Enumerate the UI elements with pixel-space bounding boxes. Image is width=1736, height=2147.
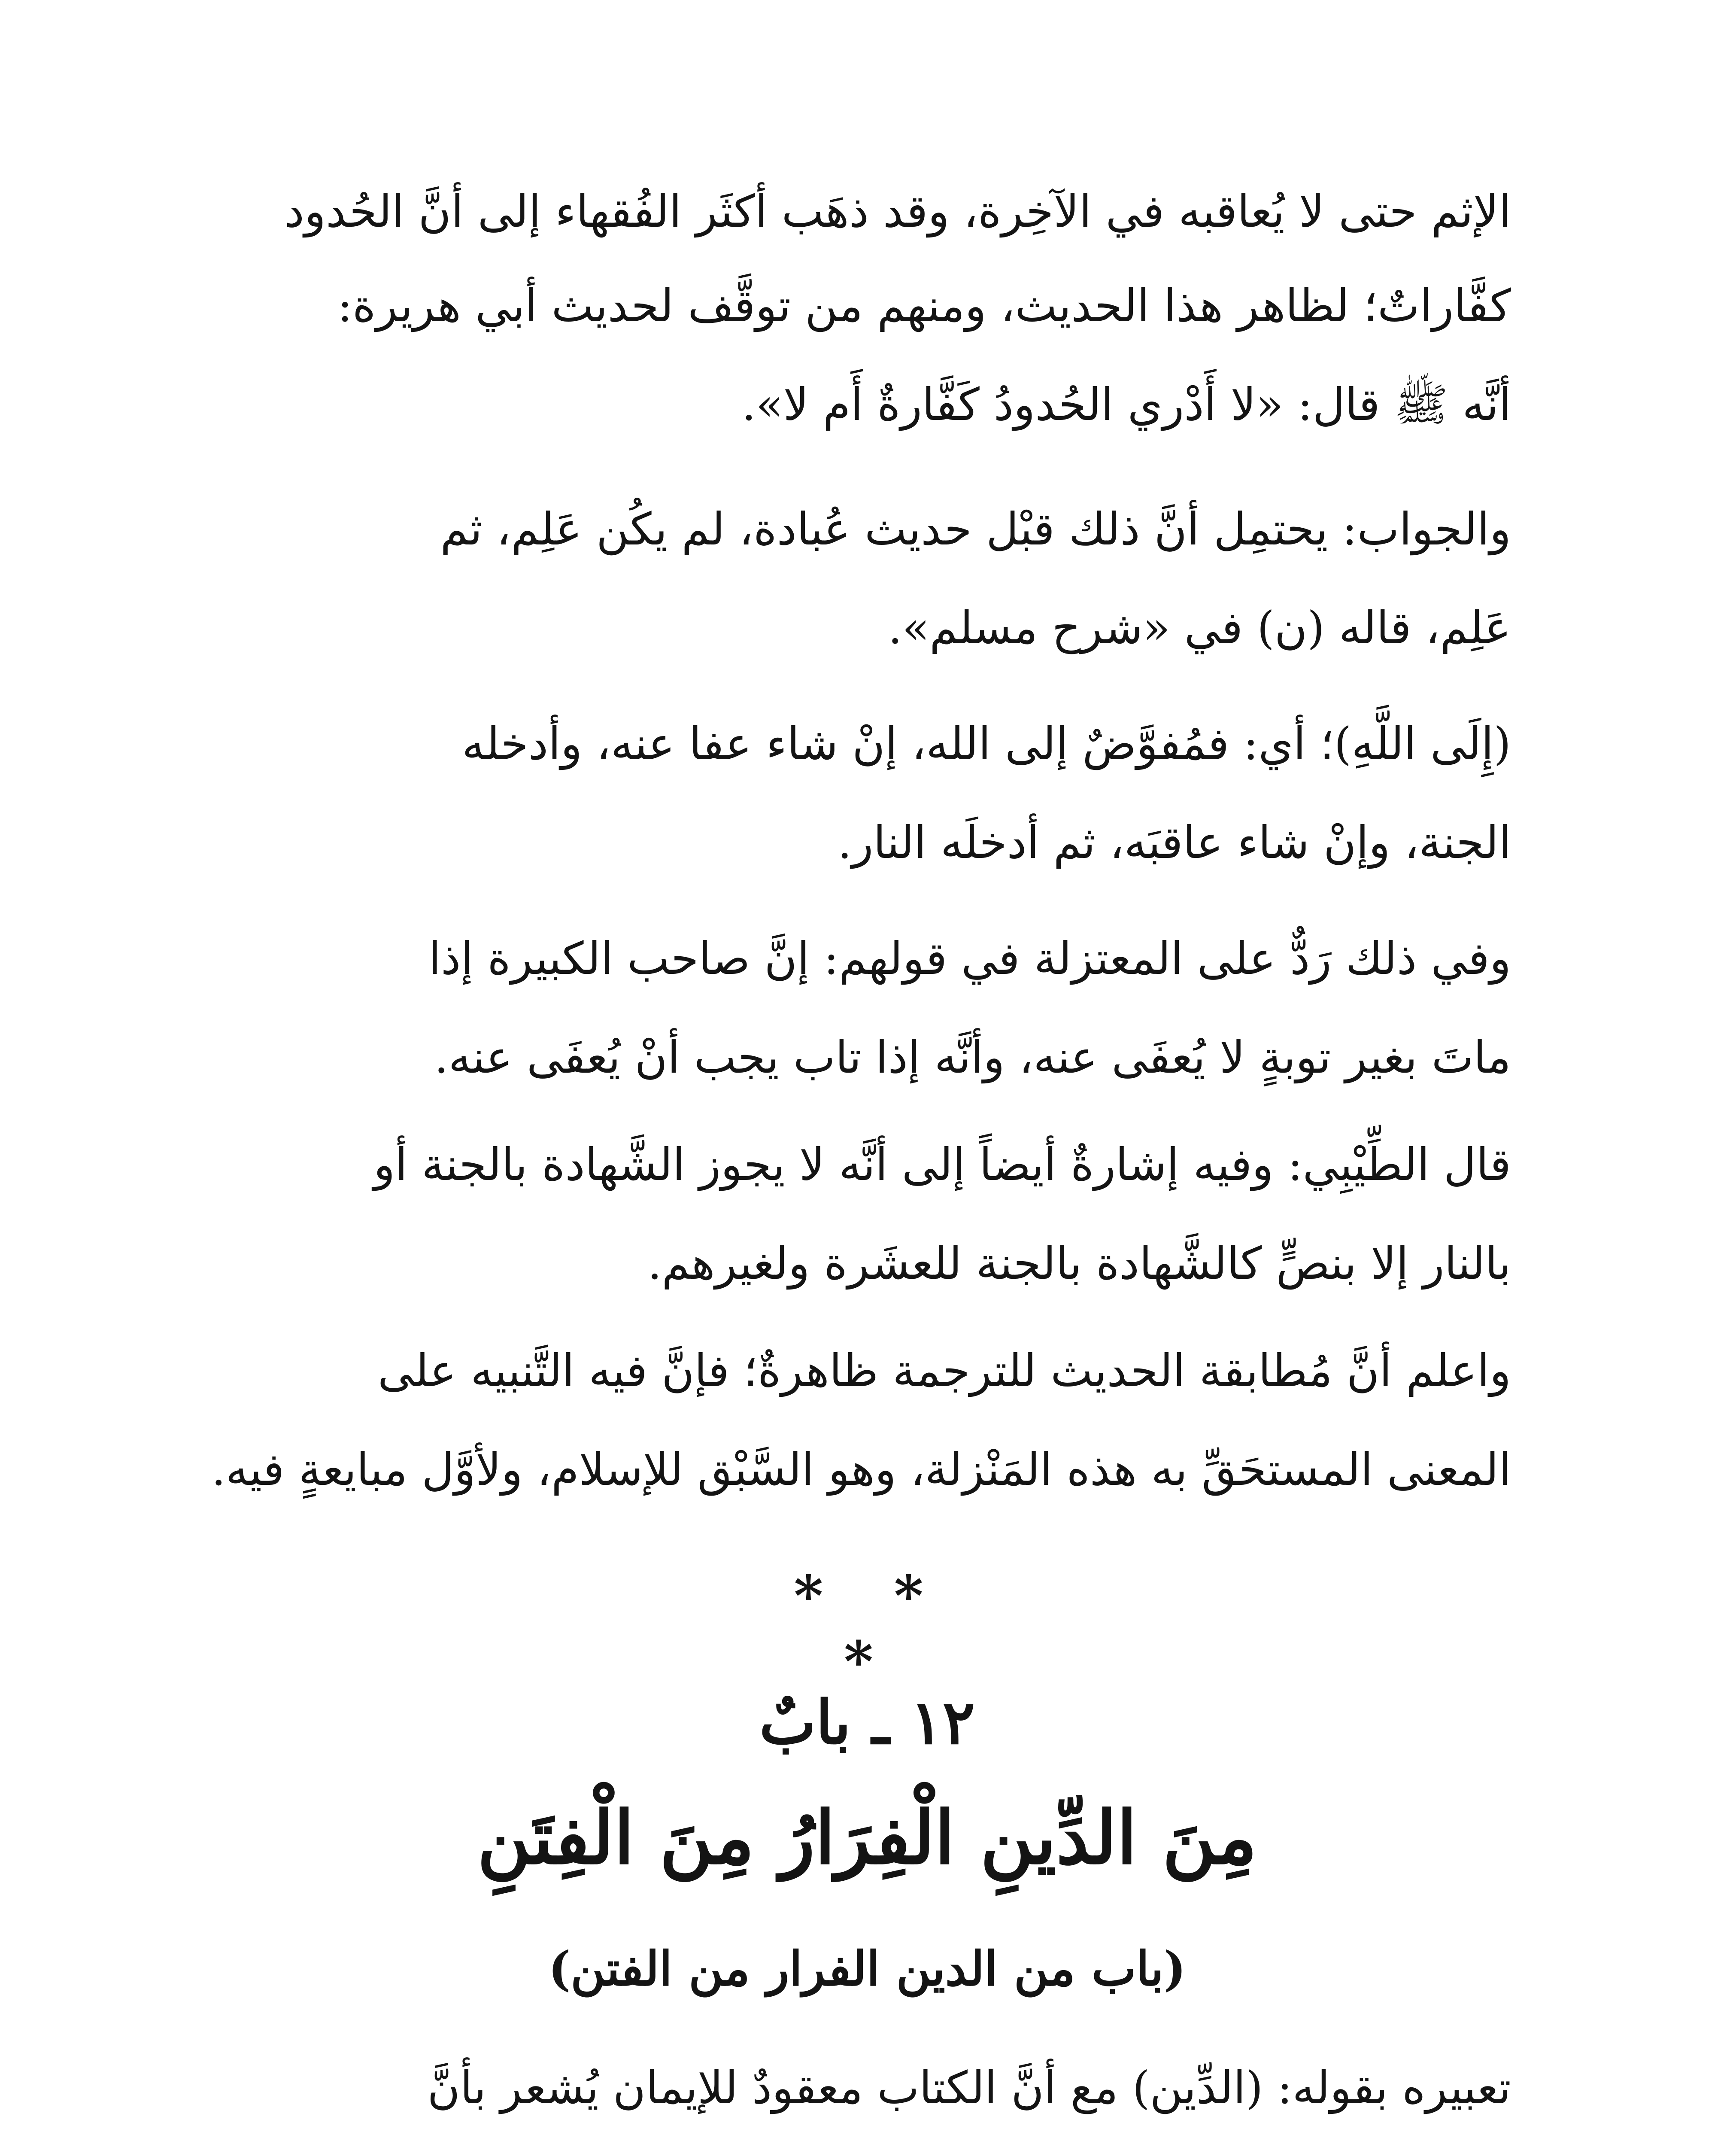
chapter-title: مِنَ الدِّينِ الْفِرَارُ مِنَ الْفِتَنِ [477,1795,1257,1881]
text-line: أنَّه ﷺ قال: «لا أَدْري الحُدودُ كَفَّارةٌ أَم لا». [741,378,1511,431]
paragraph-1 [240,185,1511,455]
paragraph-4 [240,932,1511,1116]
paragraph-2 [240,503,1511,687]
text-line: والجواب: يحتمِل أنَّ ذلك قبْل حديث عُبادة، لم يكُن عَلِم، ثم [440,503,1511,555]
paragraph-3 [240,718,1511,902]
text-line: وفي ذلك رَدٌّ على المعتزلة في قولهم: إنَّ صاحب الكبيرة إذا [428,932,1511,985]
text-line: قال الطِّيْبِي: وفيه إشارةٌ أيضاً إلى أنَّه لا يجوز الشَّهادة بالجنة أو [373,1138,1511,1191]
text-line: الجنة، وإنْ شاء عاقبَه، ثم أدخلَه النار. [838,816,1511,869]
paragraph-5 [240,1138,1511,1323]
text-line: كفَّاراتٌ؛ لظاهر هذا الحديث، ومنهم من توقَّف لحديث أبي هريرة: [337,280,1511,332]
text-line: الإثم حتى لا يُعاقبه في الآخِرة، وقد ذهَب أكثَر الفُقهاء إلى أنَّ الحُدود [284,185,1511,237]
text-line: بالنار إلا بنصٍّ كالشَّهادة بالجنة للعشَرة ولغيرهم. [647,1237,1511,1289]
paragraph-6 [211,1344,1511,1529]
text-line: واعلم أنَّ مُطابقة الحديث للترجمة ظاهرةٌ؛ فإنَّ فيه التَّنبيه على [378,1344,1511,1397]
chapter-subtitle: (باب من الدين الفرار من الفتن) [548,1941,1186,1996]
paragraph-7 [240,2062,1511,2147]
text-line: عَلِم، قاله (ن) في «شرح مسلم». [888,602,1511,654]
text-line: ماتَ بغير توبةٍ لا يُعفَى عنه، وأنَّه إذا تاب يجب أنْ يُعفَى عنه. [434,1031,1511,1083]
text-line: تعبيره بقوله: (الدِّين) مع أنَّ الكتاب معقودٌ للإيمان يُشعر بأنَّ [427,2062,1511,2114]
section-separator: * * * [794,1563,949,1694]
text-line: (إِلَى اللَّهِ)؛ أي: فمُفوَّضٌ إلى الله، إنْ شاء عفا عنه، وأدخله [462,718,1511,770]
text-line: المعنى المستحَقِّ به هذه المَنْزلة، وهو السَّبْق للإسلام، ولأوَّل مبايعةٍ فيه. [211,1443,1511,1496]
chapter-number: ١٢ ـ بابٌ [759,1688,975,1758]
